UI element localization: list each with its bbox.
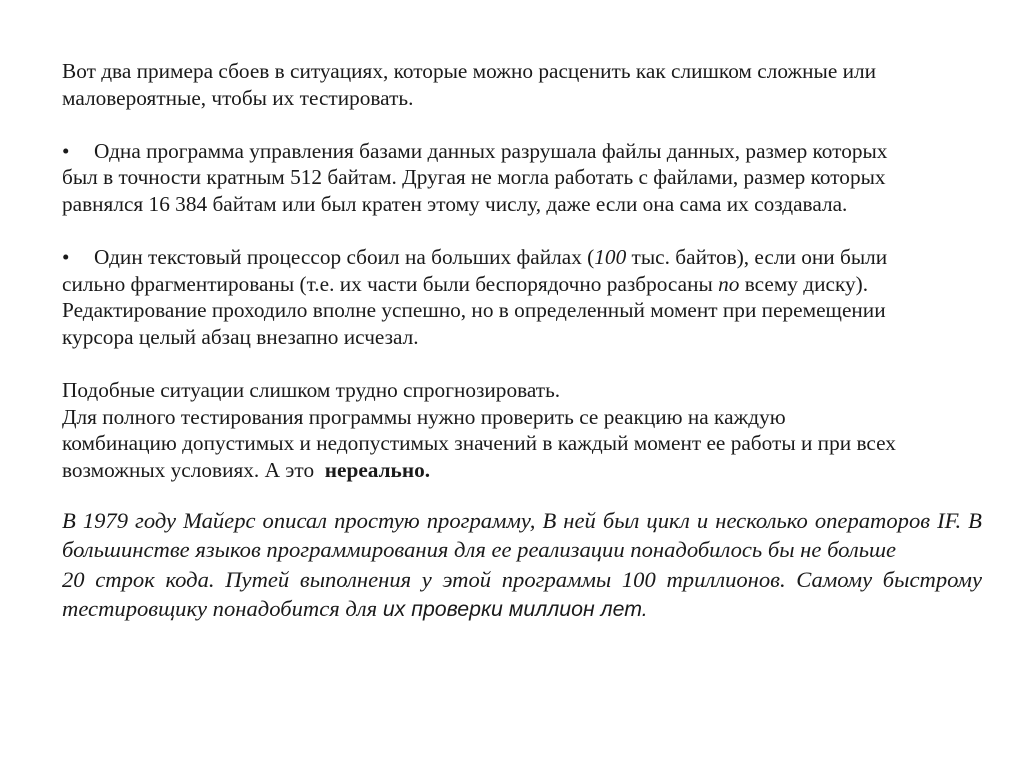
myers-paragraph	[62, 506, 982, 625]
bullet-paragraph-2	[62, 244, 982, 350]
myers-part-1: В 1979 году Майерс описал простую программу, В ней был цикл и несколько операторов IF. В большинстве языков программирования для ее реализации понадобилось бы не больше	[62, 507, 982, 562]
bullet-icon: •	[62, 245, 70, 270]
slide-content	[62, 58, 982, 625]
bullet2-line-2-italic: по	[718, 271, 740, 296]
bullet2-line-2-end: всему диску).	[739, 271, 869, 296]
conclusion-line-4: возможных условиях. А это	[62, 457, 325, 482]
bullet2-line-3: Редактирование проходило вполне успешно, но в определенный момент при перемещении	[62, 298, 886, 323]
bullet-paragraph-1	[62, 138, 982, 218]
bullet1-line-2: был в точности кратным 512 байтам. Другая не могла работать с файлами, размер которых	[62, 165, 886, 190]
unrealistic-emphasis: нереально.	[324, 457, 431, 482]
bullet2-line-1-italic: 100	[594, 245, 627, 270]
conclusion-line-3: комбинацию допустимых и недопустимых значений в каждый момент ее работы и при всех	[62, 431, 896, 456]
bullet2-line-1-end: тыс. байтов), если они были	[626, 245, 888, 270]
bullet2-line-1-start: Один текстовый процессор сбоил на больших файлах (	[94, 245, 595, 270]
myers-part-2-sans: их проверки миллион лет.	[382, 597, 648, 621]
myers-part-2	[62, 565, 982, 625]
bullet2-line-4: курсора целый абзац внезапно исчезал.	[62, 324, 419, 349]
bullet2-line-2-start: сильно фрагментированы (т.е. их части были беспорядочно разбросаны	[62, 271, 719, 296]
conclusion-paragraph	[62, 377, 982, 483]
intro-line-1: Вот два примера сбоев в ситуациях, которые можно расценить как слишком сложные или	[62, 59, 877, 83]
conclusion-line-1: Подобные ситуации слишком трудно спрогнозировать.	[62, 378, 561, 403]
intro-paragraph	[62, 58, 982, 111]
myers-part-2-text: 20 строк кода. Путей выполнения у этой программы 100 триллионов. Самому быстрому тестировщику понадобится для	[62, 566, 982, 621]
bullet1-line-1: Одна программа управления базами данных разрушала файлы данных, размер которых	[94, 138, 888, 163]
bullet-icon: •	[62, 138, 70, 163]
intro-line-2: маловероятные, чтобы их тестировать.	[62, 85, 414, 110]
conclusion-line-2: Для полного тестирования программы нужно проверить се реакцию на каждую	[62, 404, 786, 429]
bullet1-line-3: равнялся 16 384 байтам или был кратен этому числу, даже если она сама их создавала.	[62, 191, 848, 216]
